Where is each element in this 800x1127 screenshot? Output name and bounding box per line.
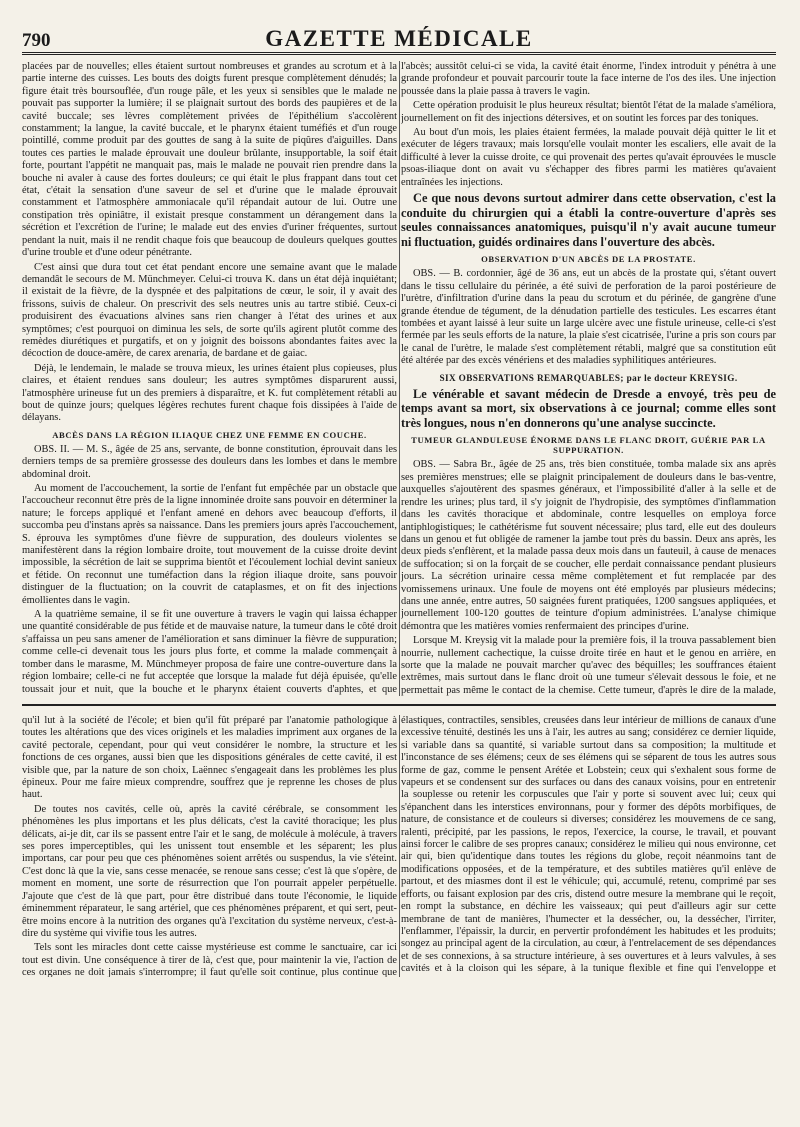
paragraph: Déjà, le lendemain, le malade se trouva mieux, les urines étaient plus copieuses, plus claires, et étaient rendues sans douleur; les autres symptômes disparurent aussi, l'atmosphère urineuse fut un des premiers à disparaître, et K. fut complètement rétabli au bout de quinze jours; quelques légères rechutes furent chaque fois dissipées à l'aide de délayans. (22, 362, 397, 424)
paragraph: Ce que nous devons surtout admirer dans cette observation, c'est la conduite du chirurgien qui a établi la contre-ouverture d'après ses seules connaissances anatomiques, puisqu'il n'y avait aucune tumeur ni fluctuation, guidés ordinaires dans l'ouverture des abcès. (401, 191, 776, 249)
paragraph: l'abcès; aussitôt celui-ci se vida, la cavité était énorme, l'index introduit y pénétra à une grande profondeur et pouvait parcourir toute la face interne de l'os des iles. Une injection poussée dans la plaie passa à travers le vagin. (401, 61, 776, 97)
paragraph: Cette opération produisit le plus heureux résultat; bientôt l'état de la malade s'améliora, journellement on fit des injections détersives, et on soutint les forces par des toniques. (401, 100, 776, 124)
paragraph: Au bout d'un mois, les plaies étaient fermées, la malade pouvait déjà quitter le lit et exécuter de légers travaux; mais lorsqu'elle voulait monter les escaliers, elle avait de la difficulté à lever la cuisse droite, ce qui provenait des pertes qu'avait éprouvées le muscle psoas-iliaque dont on avait vu s'échapper des fibres parmi les matières qu'avaient entraînées les injections. (401, 127, 776, 188)
paragraph: C'est ainsi que dura tout cet état pendant encore une semaine avant que le malade demandât le secours de M. Münchmeyer. Celui-ci trouva K. dans un état déjà inquiétant; il existait de la fièvre, de la dyspnée et des palpitations de cœur, le soir, il y avait des frissons, suivis de chaleur. On prescrivit des sels neutres unis au tartre stibié. Ceux-ci produisirent des évacuations alvines sans rien changer à l'état des urines et aux symptômes; c'est pourquoi on diminua les sels, de sorte qu'ils agirent plutôt comme des remèdes diurétiques et purgatifs, et on y joignit des boissons abondantes faites avec la décoction de douce-amère, de carex arenaria, de bardane et de gaiac. (22, 261, 397, 360)
paragraph: placées par de nouvelles; elles étaient surtout nombreuses et grandes au scrotum et à la partie interne des cuisses. Les bouts des doigts furent presque complètement dénudés; la figure était très boursouflée, d'un rouge pâle, et les yeux si sensibles que le malade ne pouvait pas supporter la lumière; il se plaignait surtout des bords des paupières et de la cavité buccale; ses lèvres complètement privées de l'épithélium s'accolèrent constamment; la langue, la cavité buccale, et le pharynx étaient tuméfiés et d'un rouge pointillé, comme produit par des gouttes de sang à la suite de piqûres d'aiguilles. Dans toutes ces parties le malade éprouvait une douleur brûlante, insupportable, la soif était forte, pourtant l'appétit ne manquait pas, mais le malade ne pouvait rien prendre dans la bouche ni avaler à cause des fortes douleurs; ce qui était le plus frappant dans tout cet état, c'était la sensation d'une saveur de sel et d'urine que le malade éprouvait constamment et l'atmosphère ammoniacale qu'il répandait autour de lui. Outre une constipation très opiniâtre, il existait presque constamment un dérangement dans la sécrétion et l'excrétion de l'urine; le malade eut des envies d'uriner fréquentes, surtout pendant la nuit, mais il ne rendit chaque fois que beaucoup de douleurs quelques gouttes d'urine trouble et d'une odeur pénétrante. (22, 61, 397, 259)
lower-left-column (22, 715, 397, 977)
paragraph: qu'il lut à la société de l'école; et bien qu'il fût préparé par l'anatomie pathologique à toutes les altérations que des vices originels et les maladies impriment aux organes de la cavité pectorale, cependant, pour qui veut considérer le nombre, la structure et les fonctions de ces organes, aussi bien que les dispositions générales de cette cavité, il est visible que, par la nature de son choix, Laënnec s'engageait dans les problèmes les plus épineux. Pour me faire mieux comprendre, souffrez que je reprenne les choses de plus haut. (22, 715, 397, 801)
paragraph: De toutes nos cavités, celle où, après la cavité cérébrale, se consomment les phénomènes les plus importans et les plus délicats, c'est la cavité thoracique; les plus délicats, ai-je dit, car ils se passent entre l'air et le sang, de molécule à molécule, à travers ses pores imperceptibles, qui les unissent tout ensemble et les séparent; les plus importans, car pour peu que ces phénomènes soient arrêtés ou suspendus, la vie s'éteint. C'est donc là que la vie, sans cesse menacée, se renoue sans cesse; c'est là que s'opère, de moment en moment, une sorte de résurrection que l'on pourrait appeler perpétuelle. J'ajoute que c'est de là que part, pour être distribué dans toute l'économie, le liquide éminemment réparateur, le sang artériel, que ces phénomènes préparent, et qui sert, peut-être moins encore à la nutrition des organes qu'à l'excitation du système nerveux, c'est-à-dire du système qui vivifie tous les autres. (22, 803, 397, 939)
column-rule (399, 61, 400, 696)
page-number: 790 (22, 30, 51, 51)
upper-right-column (401, 61, 776, 696)
lower-right-column (401, 715, 776, 977)
paragraph: Au moment de l'accouchement, la sortie de l'enfant fut empêchée par un obstacle que l'accoucheur reconnut être près de la ligne innominée droite sans pouvoir en déterminer la nature; le forceps appliqué et l'enfant amené en dehors avec beaucoup d'efforts, il succomba peu d'instans après sa naissance. Dans les premiers jours après l'accouchement, S. éprouva les symptômes d'une fièvre de suppuration, des douleurs violentes se manifestèrent dans la région lombaire droite, tout mouvement de la cuisse droite devint impossible, la sécrétion de lait se supprima bientôt et l'écoulement lochial devint sanieux et fétide. On reconnut une tuméfaction dans la région iliaque droite, sans pouvoir distinguer de la fluctuation; on la couvrit de cataplasmes, et on fit des injections émollientes dans le vagin. (22, 483, 397, 606)
section-heading: ABCÈS DANS LA RÉGION ILIAQUE CHEZ UNE FEMME EN COUCHE. (52, 429, 367, 440)
section-heading: OBSERVATION D'UN ABCÈS DE LA PROSTATE. (481, 254, 696, 265)
paragraph: A la quatrième semaine, il se fit une ouverture à travers le vagin qui laissa échapper une quantité considérable de pus fétide et de mauvaise nature, la tumeur dans le côté droit s'affaissa un peu sans amener de l'amélioration et sans diminuer la fièvre de suppuration; comme celle-ci devenait tous les jours plus forte, et comme la malade commençait à tomber dans le marasme, M. Münchmeyer proposa de faire une contre-ouverture dans la région lombaire; celle-ci ne fut acceptée que lorsque la malade fut déjà épuisée, qu'elle toussait jour et nuit, que la bouche et le pharynx étaient couverts d'aphtes, et que (22, 609, 397, 695)
section-heading: SIX OBSERVATIONS REMARQUABLES; par le docteur KREYSIG. (439, 372, 738, 383)
masthead (22, 14, 776, 55)
paragraph: OBS. II. — M. S., âgée de 25 ans, servante, de bonne constitution, éprouvait dans les derniers temps de sa première grossesse des douleurs dans les lombes et dans le membre abdominal droit. (22, 443, 397, 480)
section-divider (22, 704, 776, 706)
paragraph: OBS. — B. cordonnier, âgé de 36 ans, eut un abcès de la prostate qui, s'étant ouvert dans le tissu cellulaire du périnée, a été suivi de perforation de la paroi postérieure de l'urètre, d'infiltration d'urine dans la peau du scrotum et du périnée, de gangrène d'une grande étendue de tégument, de la dénudation partielle des testicules. Les escarres étant tombées et ayant laissé à leur suite un large ulcère avec une fistule urineuse, celle-ci s'est fermée par les seuls efforts de la nature, la plaie s'est cicatrisée, l'urine a pris son cours par le canal de l'urètre, le malade s'est complètement rétabli, malgré que sa constitution eût été altérée par des excès vénériens et des maladies syphilitiques antérieures. (401, 268, 776, 367)
paragraph: Tels sont les miracles dont cette caisse mystérieuse est comme le sanctuaire, car ici tout est divin. Une conséquence à tirer de là, c'est que, pour maintenir la vie, l'action de ces organes ne doit jamais s'interrompre; il faut qu'elle soit continue, plus continue que (22, 942, 397, 977)
paragraph: Lorsque M. Kreysig vit la malade pour la première fois, il la trouva passablement bien nourrie, nullement cachectique, la cuisse droite tirée en haut et le genou en arrière, en sorte que la malade ne pouvait marcher qu'avec des béquilles; les souffrances étaient extrêmes, mais surtout dans le flanc droit où une tumeur s'élevait dessous le foie, et ne permettait pas même le contact de la chemise. Cette tumeur, d'après le dire de la malade, (401, 635, 776, 696)
upper-left-column (22, 61, 397, 696)
paragraph: Le vénérable et savant médecin de Dresde a envoyé, très peu de temps avant sa mort, six observations à ce journal; comme elles sont très longues, nous n'en donnerons qu'une analyse succincte. (401, 386, 776, 430)
column-rule (399, 715, 400, 977)
section-heading: TUMEUR GLANDULEUSE ÉNORME DANS LE FLANC DROIT, GUÉRIE PAR LA SUPPURATION. (411, 435, 766, 456)
lower-article-section (22, 715, 776, 977)
upper-article-section (22, 61, 776, 696)
journal-title: GAZETTE MÉDICALE (265, 26, 533, 51)
paragraph: élastiques, contractiles, sensibles, creusées dans leur intérieur de millions de canaux d'une excessive ténuité, destinés les uns à l'air, les autres au sang; considérez ce dernier liquide, si variable dans sa quantité, si variable surtout dans sa composition; la multitude et l'inconstance de ses élémens; ceux de ses élémens qui se séparent de tous les autres sous forme de gaz, comme le pensent Arétée et Lobstein; ceux qui s'exhalent sous forme de vapeurs et se condensent sur des surfaces ou dans des canaux voisins, pour en entretenir la souplesse ou retenir les corpuscules que l'air y porte si souvent avec lui; ceux qui s'épanchent dans les interstices environnans, pour y former des dépôts morbifiques, de nature, de consistance et de couleurs si diverses; considérez les mouvemens de ce sang, ralenti, précipité, par les passions, le repos, l'exercice, la course, le travail, et pouvant ainsi forcer le calibre de ses propres canaux; considérez le milieu qui nous environne, cet air qui, bien qu'identique dans toutes les régions du globe, reçoit néanmoins tant de modifications opposées, et de la température, et des subtiles matières qu'il enlève de partout, et des miasmes dont il est le véhicule; qui, accumulé, retenu, comprimé par ses efforts, ou faisant explosion par des cris, distend outre mesure la membrane qui le reçoit, en rompt la substance, en déchire les vaisseaux; qui peut d'ailleurs agir sur cette membrane de tant de manières, l'humecter et la dessécher, ou, la dessécher, l'irriter, l'enflammer, l'épaissir, la durcir, en pervertir profondément les habitudes et les produits; songez au principal agent de la circulation, au cœur, à l'entrelacement de ses dépendances et de ses connexions, à sa structure intérieure, à ses ouvertures et à leurs valvules, à ses cavités et à la cloison qui les sépare, à la tunique flexible et fine qui l'enveloppe et (401, 715, 776, 975)
paragraph: OBS. — Sabra Br., âgée de 25 ans, très bien constituée, tomba malade six ans après ses premières menstrues; elle se plaignit principalement de douleurs dans le bas-ventre, auxquelles s'ajoutèrent des spasmes généraux, et l'impossibilité d'aller à la selle et de rendre les urines; plus tard, il s'y joignit de l'hydropisie, des symptômes d'inflammation dans les cavités thoracique et abdominale, contre lesquelles on employa force antiphlogistiques; le cathétérisme fut souvent nécessaire; plus tard, elle eut des douleurs dans un genou et fut obligée de ramener la jambe tout près du bassin. Deux ans après, les deux pieds s'enflèrent, et la malade passa deux mois dans un fauteuil, à cause de menaces de suffocation; si on la forçait de se coucher, elle perdait connaissance pendant plusieurs jours. La sécrétion urinaire cessa même complètement et fut remplacée par des vomissemens urinaux. Une foule de moyens ont été employés par plusieurs médecins; dans une année, entre autres, 50 saignées furent pratiquées, 1200 sangsues appliquées, et journellement 100-120 gouttes de teinture d'opium administrées. L'analyse chimique démontra que les matières vomies renfermaient des principes d'urine. (401, 459, 776, 632)
